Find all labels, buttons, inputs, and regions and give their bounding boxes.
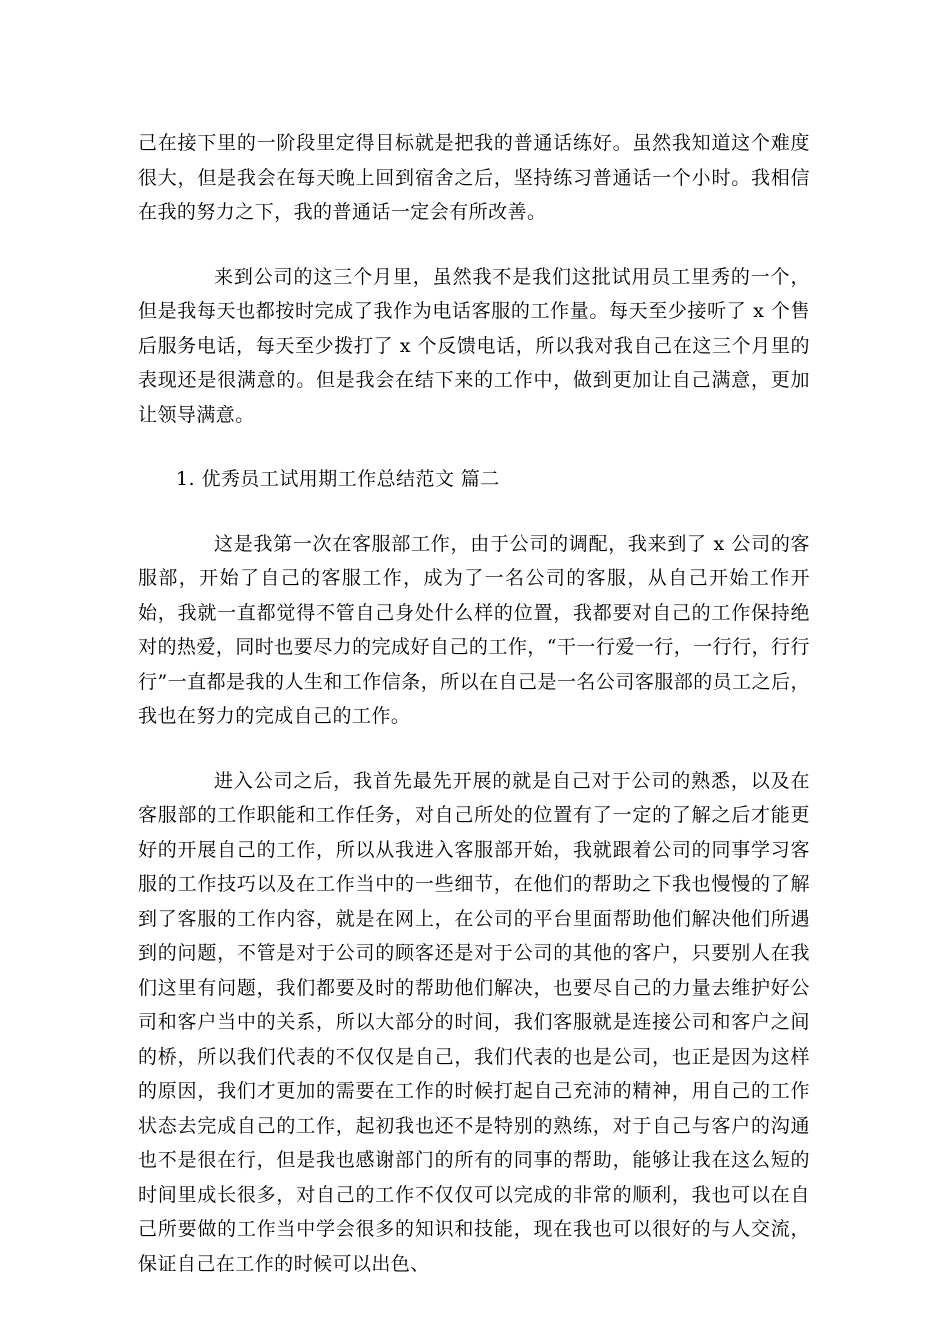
document-body xyxy=(138,126,810,1311)
body-paragraph: 进入公司之后，我首先最先开展的就是自己对于公司的熟悉，以及在客服部的工作职能和工作任务，对自己所处的位置有了一定的了解之后才能更好的开展自己的工作，所以从我进入客服部开始，我就跟着公司的同事学习客服的工作技巧以及在工作当中的一些细节，在他们的帮助之下我也慢慢的了解到了客服的工作内容，就是在网上，在公司的平台里面帮助他们解决他们所遇到的问题，不管是对于公司的顾客还是对于公司的其他的客户，只要别人在我们这里有问题，我们都要及时的帮助他们解决，也要尽自己的力量去维护好公司和客户当中的关系，所以大部分的时间，我们客服就是连接公司和客户之间的桥，所以我们代表的不仅仅是自己，我们代表的也是公司，也正是因为这样的原因，我们才更加的需要在工作的时候打起自己充沛的精神，用自己的工作状态去完成自己的工作，起初我也还不是特别的熟练，对于自己与客户的沟通也不是很在行，但是我也感谢部门的所有的同事的帮助，能够让我在这么短的时间里成长很多，对自己的工作不仅仅可以完成的非常的顺利，我也可以在自己所要做的工作当中学会很多的知识和技能，现在我也可以很好的与人交流，保证自己在工作的时候可以出色、 xyxy=(138,769,810,1275)
body-paragraph: 己在接下里的一阶段里定得目标就是把我的普通话练好。虽然我知道这个难度很大，但是我会在每天晚上回到宿舍之后，坚持练习普通话一个小时。我相信在我的努力之下，我的普通话一定会有所改善。 xyxy=(138,132,810,223)
section-heading: 1. 优秀员工试用期工作总结范文 篇二 xyxy=(176,468,500,490)
body-paragraph: 这是我第一次在客服部工作，由于公司的调配，我来到了 x 公司的客服部，开始了自己的客服工作，成为了一名公司的客服，从自己开始工作开始，我就一直都觉得不管自己身处什么样的位置，我都要对自己的工作保持绝对的热爱，同时也要尽力的完成好自己的工作，“干一行爱一行，一行行，行行行”一直都是我的人生和工作信条，所以在自己是一名公司客服部的员工之后，我也在努力的完成自己的工作。 xyxy=(138,532,810,727)
body-paragraph: 来到公司的这三个月里，虽然我不是我们这批试用员工里秀的一个，但是我每天也都按时完成了我作为电话客服的工作量。每天至少接听了 x 个售后服务电话，每天至少拨打了 x 个反馈电话，所以我对我自己在这三个月里的表现还是很满意的。但是我会在结下来的工作中，做到更加让自己满意，更加让领导满意。 xyxy=(138,265,810,426)
